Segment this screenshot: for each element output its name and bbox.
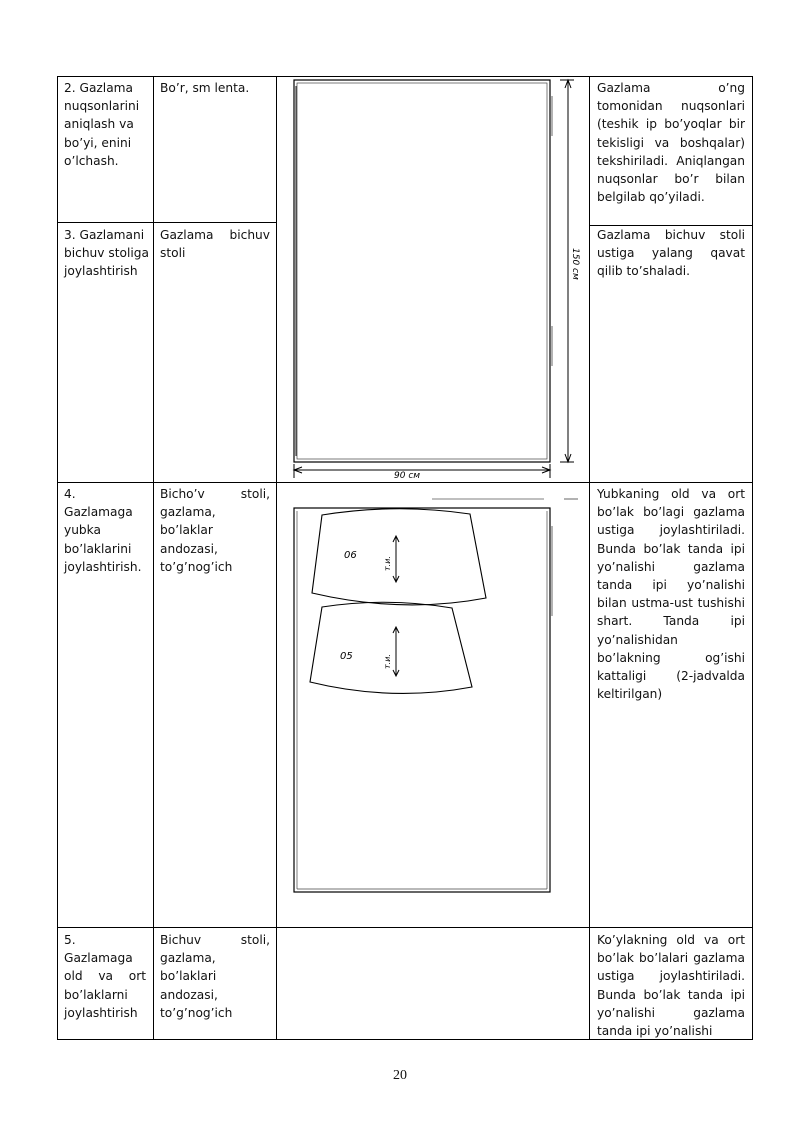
table-row-divider-3-left <box>57 222 276 223</box>
fabric-sheet-drawing <box>282 76 586 482</box>
grain-label-top <box>383 556 392 571</box>
grain-label-bottom <box>383 654 392 669</box>
table-row-divider-4 <box>57 482 753 483</box>
skirt-layout-drawing <box>282 486 586 926</box>
row-5-description: Ko’ylakning old va ort bo’lak bo’lalari gazlama ustiga joylashtiriladi. Bunda bo’lak tanda ipi yo’nalishi gazlama tanda ipi yo’nalishi <box>597 933 745 1038</box>
table-border-bottom <box>57 1039 753 1040</box>
table-col-divider-3 <box>589 76 590 1040</box>
row-4-operation: 4. Gazlamaga yubka bo’laklarini joylashtirish. <box>64 487 142 574</box>
fabric-width-label: 90 см <box>394 471 421 481</box>
row-4-description: Yubkaning old va ort bo’lak bo’lagi gazlama ustiga joylashtiriladi. Bunda bo’lak tanda ipi yo’nalishi gazlama tanda ipi yo’nalishi bilan ustma-ust tushishi shart. Tanda ipi yo’nalishidan bo’lakning og’ishi kattaligi (2-jadvalda keltirilgan) <box>597 487 745 702</box>
table-row-divider-5 <box>57 927 753 928</box>
svg-text:т.и.: т.и. <box>383 654 392 669</box>
page-number: 20 <box>393 1068 407 1083</box>
row-3-description: Gazlama bichuv stoli ustiga yalang qavat qilib to’shaladi. <box>597 228 745 279</box>
row-3-tools: Gazlama bichuv stoli <box>160 228 270 261</box>
table-border-left <box>57 76 58 1040</box>
svg-text:т.и.: т.и. <box>383 556 392 571</box>
row-2-description: Gazlama o’ng tomonidan nuqsonlari (teshik ip bo’yoqlar bir tekisligi va boshqalar) tekshiriladi. Aniqlangan nuqsonlar bo’r bilan belgilab qo’yiladi. <box>597 81 745 205</box>
row-5-operation: 5. Gazlamaga old va ort bo’laklarni joylashtirish <box>64 933 146 1020</box>
fabric-height-label <box>570 248 580 280</box>
row-5-tools: Bichuv stoli, gazlama, bo’laklari andozasi, to’g’nog’ich <box>160 933 270 1020</box>
table-col-divider-2 <box>276 76 277 1040</box>
svg-text:150 см: 150 см <box>570 248 580 280</box>
row-2-operation: 2. Gazlama nuqsonlarini aniqlash va bo’yi, enini o’lchash. <box>64 81 140 168</box>
row-3-operation: 3. Gazlamani bichuv stoliga joylashtirish <box>64 228 149 279</box>
row-2-tools: Bo’r, sm lenta. <box>160 81 250 95</box>
piece-05-label: 05 <box>340 651 353 662</box>
table-border-right <box>752 76 753 1040</box>
piece-06-label: 06 <box>344 550 357 561</box>
table-col-divider-1 <box>153 76 154 1040</box>
row-4-tools: Bicho’v stoli, gazlama, bo’laklar andozasi, to’g’nog’ich <box>160 487 270 574</box>
